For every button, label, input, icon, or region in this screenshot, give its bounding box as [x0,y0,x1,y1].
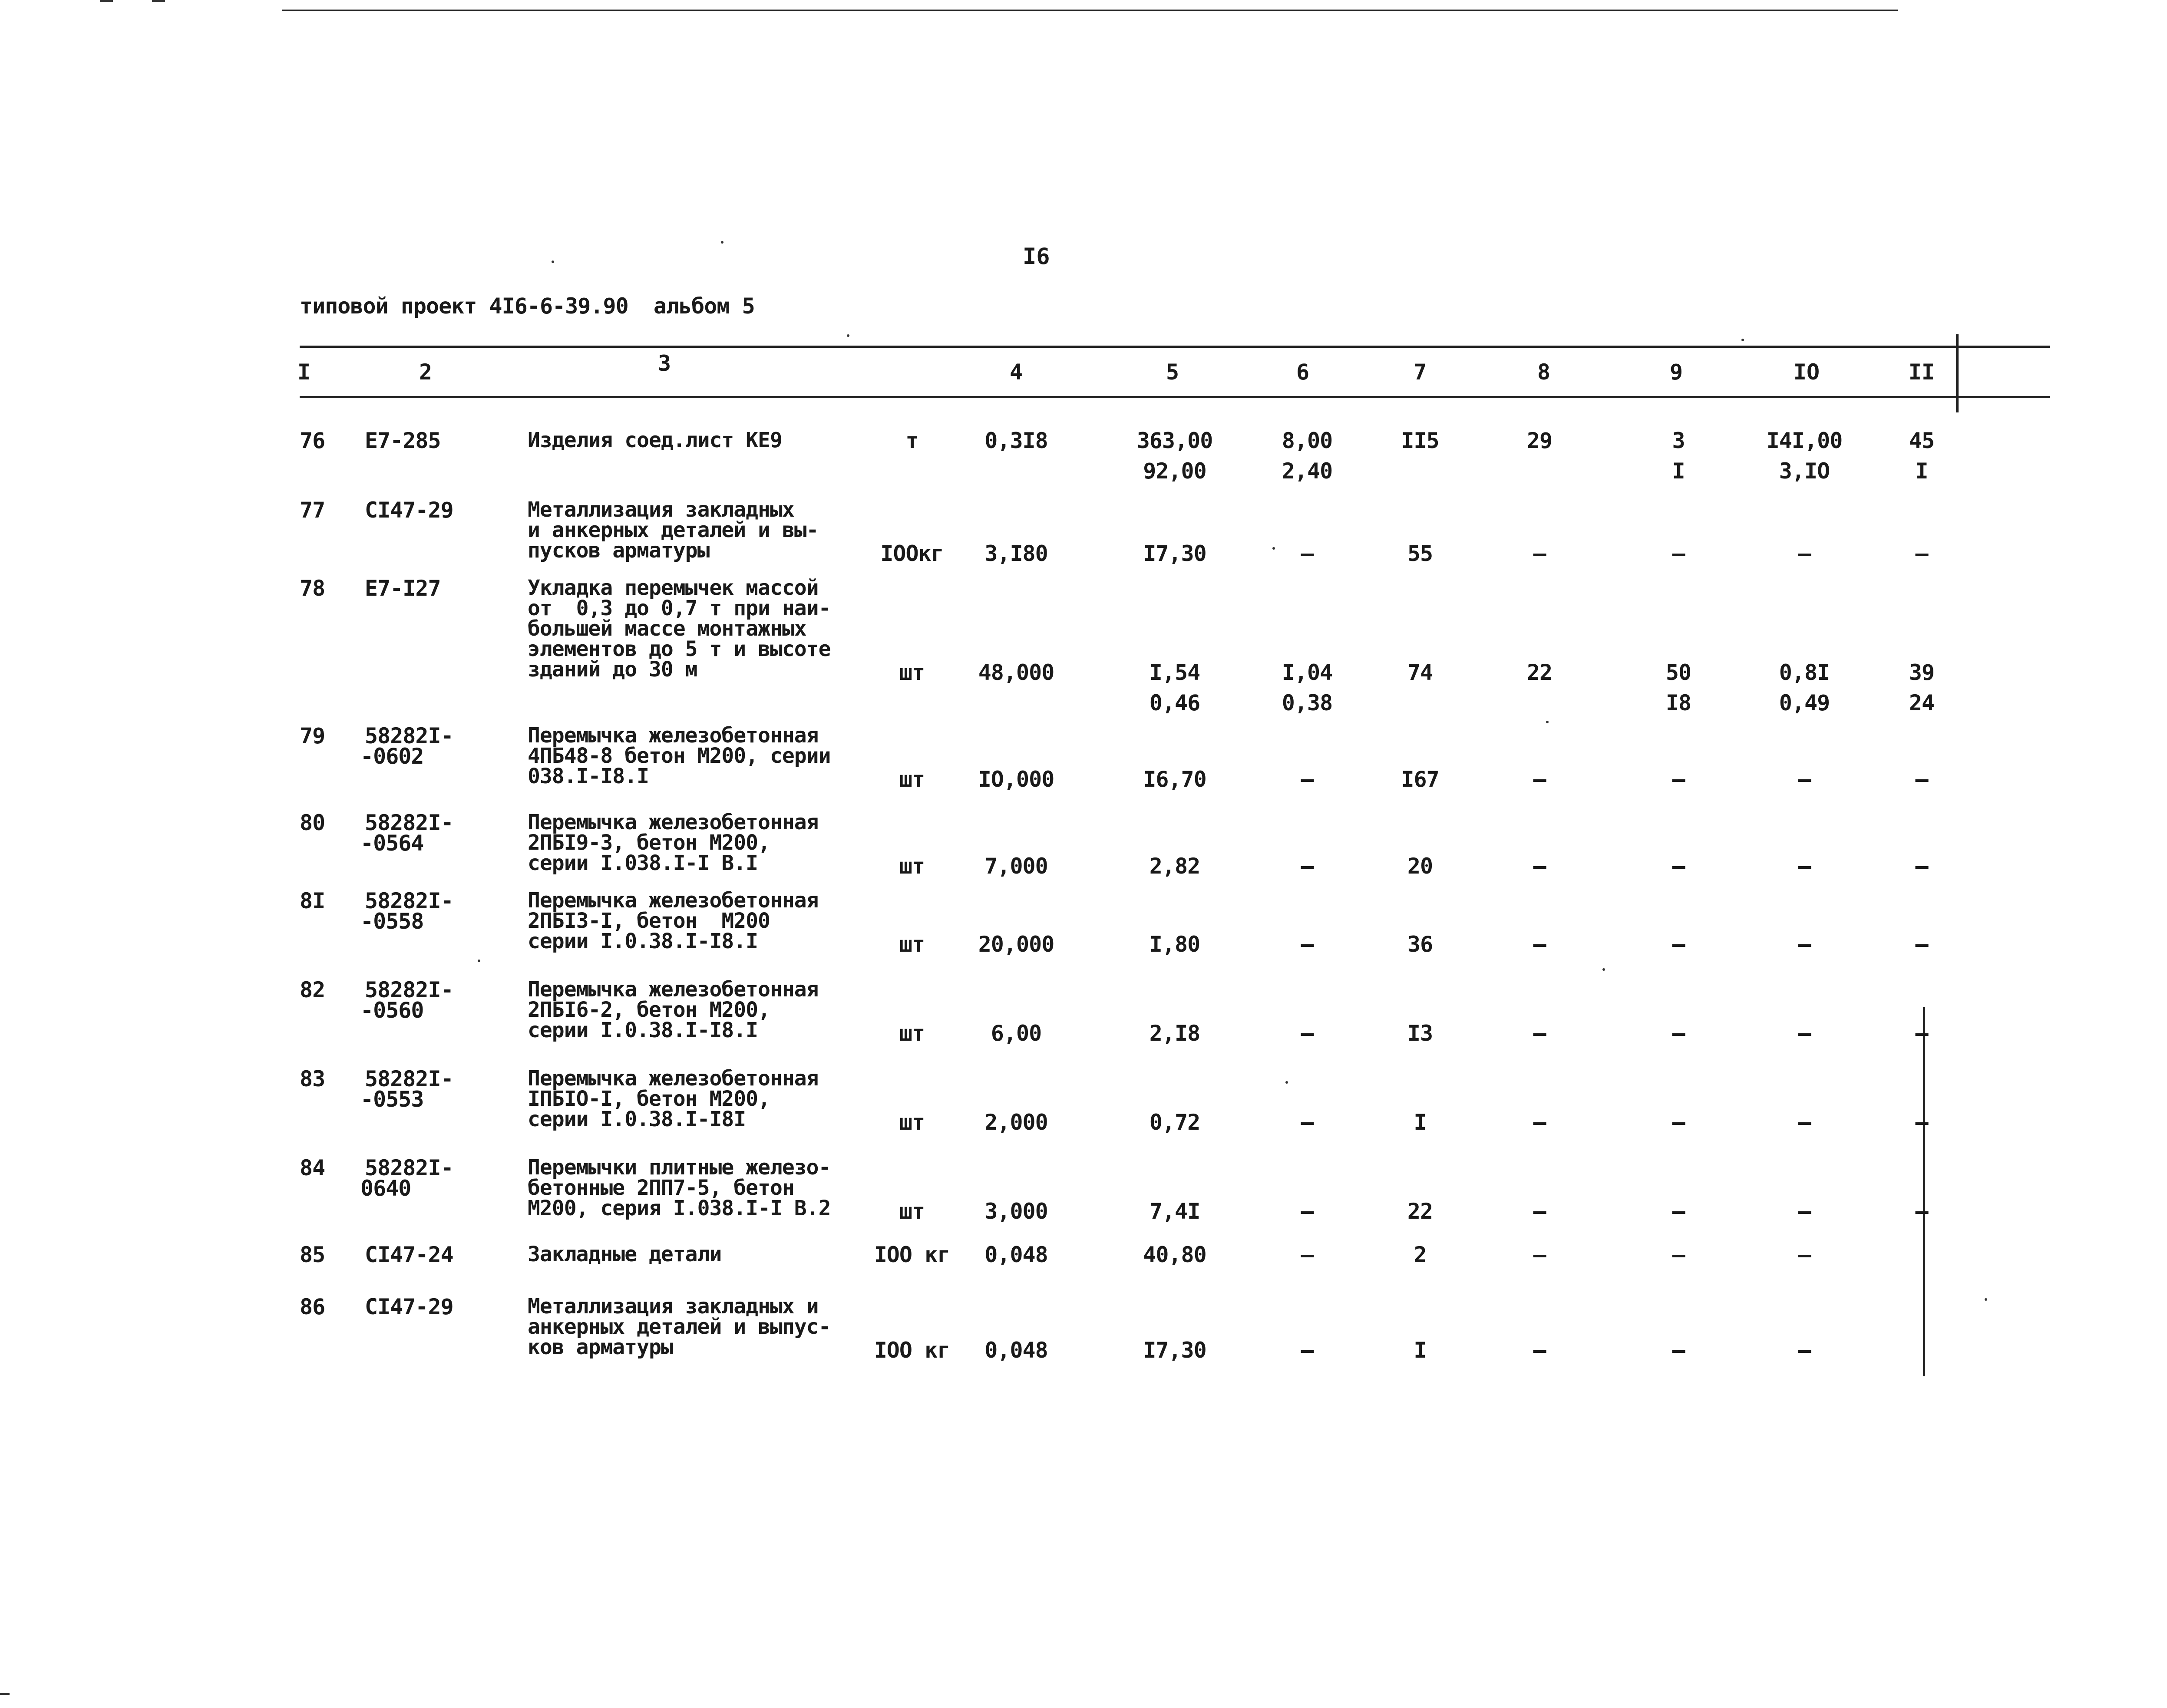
code-cell: 58282I- [365,888,453,913]
c9-cell: – [1672,1110,1685,1135]
c11-cell: I [1915,458,1928,484]
c5-cell: I,80 [1149,932,1200,957]
code-cell: 58282I- [365,1066,453,1091]
c8-cell: – [1533,1338,1546,1363]
c10-cell: – [1798,854,1811,879]
description-line: элементов до 5 т и высоте [528,637,831,661]
c8-cell: 22 [1526,660,1553,685]
c5-cell: 40,80 [1143,1242,1206,1267]
c5-cell: 2,82 [1149,854,1200,879]
c7-cell: II5 [1401,428,1439,453]
c10-cell: – [1798,932,1811,957]
unit-cell: шт [899,1021,925,1046]
description-line: от 0,3 до 0,7 т при наи- [528,596,831,620]
header-bottom-rule [300,396,2050,398]
column-header-5: 5 [1166,359,1179,385]
table-top-rule [300,346,2050,348]
c9-cell: 50 [1665,660,1691,685]
unit-cell: IOO кг [874,1242,950,1267]
c9-cell: – [1672,854,1685,879]
c6-cell: 0,38 [1282,690,1333,716]
c5-cell: 363,00 [1136,428,1213,453]
c10-cell: – [1798,1021,1811,1046]
unit-cell: IOOкг [880,541,944,566]
c10-cell: – [1798,541,1811,566]
c8-cell: – [1533,854,1546,879]
c10-cell: – [1798,767,1811,792]
c6-cell: – [1301,1242,1314,1267]
c7-cell: I67 [1401,767,1439,792]
c11-cell: – [1915,932,1928,957]
c6-cell: 2,40 [1282,458,1333,484]
col4-cell: 2,000 [984,1110,1048,1135]
description-line: Укладка перемычек массой [528,576,819,600]
unit-cell: шт [899,660,925,685]
description-line: 2ПБI9-3, бетон М200, [528,831,770,855]
c6-cell: – [1301,541,1314,566]
c6-cell: – [1301,932,1314,957]
c11-cell: – [1915,767,1928,792]
c11-cell: – [1915,1110,1928,1135]
c5-cell: I7,30 [1143,1338,1206,1363]
description-line: Перемычка железобетонная [528,723,819,748]
c11-cell: 24 [1909,690,1935,716]
description-line: М200, серия I.038.I-I В.2 [528,1196,831,1220]
c10-cell: – [1798,1199,1811,1224]
column-header-1: I [297,359,311,385]
c7-cell: 36 [1407,932,1433,957]
c10-cell: – [1798,1242,1811,1267]
column-header-6: 6 [1296,359,1310,385]
description-line: серии I.0.38.I-I8.I [528,1018,758,1042]
row-number: 83 [300,1066,325,1091]
right-table-border [1923,1007,1925,1376]
c6-cell: – [1301,1021,1314,1046]
c9-cell: – [1672,767,1685,792]
unit-cell: шт [899,1199,925,1224]
c6-cell: – [1301,1110,1314,1135]
col4-cell: 3,000 [984,1199,1048,1224]
c9-cell: I [1672,458,1685,484]
unit-cell: шт [899,767,925,792]
top-scan-line [282,10,1898,11]
c5-cell: 0,46 [1149,690,1200,716]
column-header-11: II [1908,359,1935,385]
description-line: 038.I-I8.I [528,764,649,788]
row-number: 84 [300,1155,325,1180]
description-line: Перемычка железобетонная [528,888,819,913]
description-line: серии I.0.38.I-I8I [528,1107,746,1131]
c11-cell: – [1915,1021,1928,1046]
code-cell: -0560 [360,998,424,1023]
description-line: Металлизация закладных [528,498,794,522]
description-line: Закладные детали [528,1242,722,1266]
description-line: анкерных деталей и выпус- [528,1315,831,1339]
col4-cell: 0,048 [984,1338,1048,1363]
description-line: IПБIO-I, бетон М200, [528,1087,770,1111]
c8-cell: – [1533,932,1546,957]
unit-cell: IOO кг [874,1338,950,1363]
code-cell: 58282I- [365,977,453,1002]
column-header-8: 8 [1537,359,1551,385]
c7-cell: I [1414,1110,1427,1135]
c10-cell: 3,IO [1779,458,1830,484]
c11-cell: – [1915,541,1928,566]
row-number: 78 [300,576,325,601]
c6-cell: – [1301,1338,1314,1363]
description-line: Изделия соед.лист КЕ9 [528,428,782,452]
c9-cell: 3 [1672,428,1685,453]
c6-cell: I,04 [1282,660,1333,685]
code-cell: 58282I- [365,723,453,748]
column-header-10: IO [1793,359,1820,385]
description-line: Перемычка железобетонная [528,977,819,1002]
c7-cell: 22 [1407,1199,1433,1224]
c5-cell: 7,4I [1149,1199,1200,1224]
c5-cell: I6,70 [1143,767,1206,792]
description-line: 2ПБI6-2, бетон М200, [528,998,770,1022]
code-cell: CI47-29 [365,498,453,523]
code-cell: CI47-29 [365,1294,453,1319]
c9-cell: – [1672,1338,1685,1363]
row-number: 76 [300,428,325,453]
c9-cell: – [1672,1242,1685,1267]
c10-cell: 0,49 [1779,690,1830,716]
col4-cell: IO,000 [978,767,1054,792]
description-line: Перемычка железобетонная [528,1066,819,1091]
row-number: 79 [300,723,325,748]
row-number: 82 [300,977,325,1002]
unit-cell: шт [899,932,925,957]
code-cell: 0640 [360,1176,411,1201]
c5-cell: 92,00 [1143,458,1206,484]
c5-cell: 0,72 [1149,1110,1200,1135]
code-cell: 58282I- [365,810,453,835]
code-cell: E7-I27 [365,576,441,601]
c11-cell: 39 [1909,660,1935,685]
col4-cell: 7,000 [984,854,1048,879]
description-line: большей массе монтажных [528,617,806,641]
c8-cell: – [1533,1021,1546,1046]
c11-cell: – [1915,1199,1928,1224]
code-cell: 58282I- [365,1155,453,1180]
c9-cell: – [1672,1021,1685,1046]
code-cell: CI47-24 [365,1242,453,1267]
col4-cell: 6,00 [991,1021,1042,1046]
c5-cell: I7,30 [1143,541,1206,566]
code-cell: E7-285 [365,428,441,453]
column-header-4: 4 [1009,359,1023,385]
page-number: I6 [1023,244,1050,270]
unit-cell: шт [899,1110,925,1135]
column-header-7: 7 [1413,359,1427,385]
description-line: 4ПБ48-8 бетон М200, серии [528,744,831,768]
description-line: ков арматуры [528,1335,673,1359]
col4-cell: 3,I80 [984,541,1048,566]
c5-cell: I,54 [1149,660,1200,685]
unit-cell: т [905,428,918,453]
code-cell: -0564 [360,831,424,856]
description-line: пусков арматуры [528,538,710,563]
c6-cell: – [1301,854,1314,879]
c11-cell: – [1915,854,1928,879]
c8-cell: – [1533,1110,1546,1135]
description-line: и анкерных деталей и вы- [528,518,819,542]
c7-cell: 55 [1407,541,1433,566]
description-line: серии I.0.38.I-I8.I [528,929,758,953]
col4-cell: 20,000 [978,932,1054,957]
column-header-9: 9 [1669,359,1683,385]
c9-cell: – [1672,541,1685,566]
column-header-3: 3 [657,351,671,376]
c7-cell: I3 [1407,1021,1433,1046]
description-line: бетонные 2ПП7-5, бетон [528,1176,794,1200]
c10-cell: I4I,00 [1766,428,1843,453]
description-line: зданий до 30 м [528,657,697,682]
description-line: серии I.038.I-I В.I [528,851,758,875]
col4-cell: 0,3I8 [984,428,1048,453]
row-number: 85 [300,1242,325,1267]
description-line: Перемычки плитные железо- [528,1155,831,1180]
row-number: 86 [300,1294,325,1319]
row-number: 80 [300,810,325,835]
column-header-2: 2 [419,359,433,385]
c9-cell: – [1672,932,1685,957]
c6-cell: – [1301,767,1314,792]
c6-cell: – [1301,1199,1314,1224]
c5-cell: 2,I8 [1149,1021,1200,1046]
c10-cell: 0,8I [1779,660,1830,685]
unit-cell: шт [899,854,925,879]
c8-cell: – [1533,767,1546,792]
c9-cell: I8 [1665,690,1691,716]
c11-cell: 45 [1909,428,1935,453]
c9-cell: – [1672,1199,1685,1224]
col4-cell: 48,000 [978,660,1054,685]
c8-cell: – [1533,541,1546,566]
code-cell: -0553 [360,1087,424,1112]
c10-cell: – [1798,1338,1811,1363]
c7-cell: 2 [1414,1242,1427,1267]
c7-cell: I [1414,1338,1427,1363]
document-title: типовой проект 4I6-6-39.90 альбом 5 [300,293,755,319]
c8-cell: – [1533,1199,1546,1224]
row-number: 8I [300,888,325,913]
code-cell: -0558 [360,909,424,934]
code-cell: -0602 [360,744,424,769]
row-number: 77 [300,498,325,523]
description-line: Перемычка железобетонная [528,810,819,834]
c8-cell: 29 [1526,428,1553,453]
c6-cell: 8,00 [1282,428,1333,453]
c8-cell: – [1533,1242,1546,1267]
c7-cell: 74 [1407,660,1433,685]
col4-cell: 0,048 [984,1242,1048,1267]
c7-cell: 20 [1407,854,1433,879]
c10-cell: – [1798,1110,1811,1135]
description-line: 2ПБI3-I, бетон М200 [528,909,770,933]
description-line: Металлизация закладных и [528,1294,819,1319]
